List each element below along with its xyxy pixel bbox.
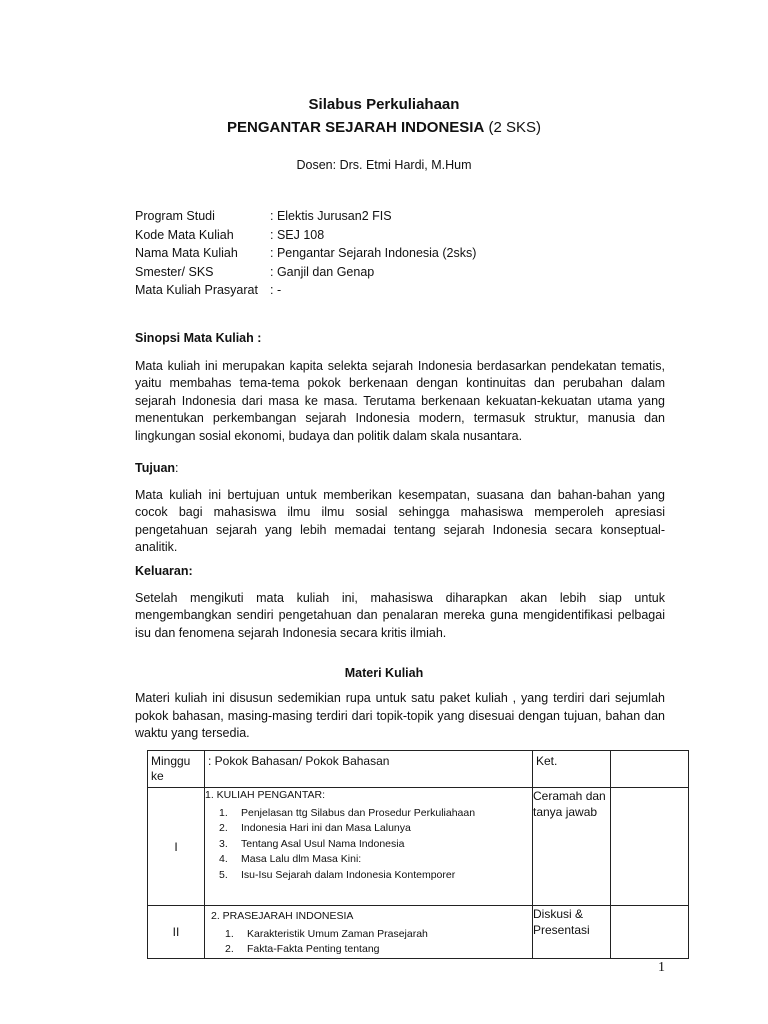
objective-text: Mata kuliah ini bertujuan untuk memberikan kesempatan, suasana dan bahan-bahan yang cocok bagi mahasiswa ilmu ilmu sosial sehingga mahasiswa memperoleh apresiasi pengetahuan sejarah yang lebih memadai tentang sejarah Indonesia secara konseptual-analitik. [135, 487, 665, 554]
objective-heading: Tujuan [135, 461, 176, 475]
list-item: 4. Masa Lalu dlm Masa Kini: [219, 853, 362, 865]
synopsis-heading: Sinopsi Mata Kuliah : [135, 331, 262, 345]
empty-cell [611, 906, 689, 959]
synopsis-text: Mata kuliah ini merupakan kapita selekta sejarah Indonesia berdasarkan pendekatan tematis, yaitu membahas tema-tema pokok berkenaan dengan kontinuitas dan perubahan dalam sejarah Indonesia dari masa ke masa. Terutama berkenaan kekuatan-kekuatan utama yang menentukan perkembangan sejarah Indonesia modern, termasuk struktur, manusia dan lingkungan sosial ekonomi, budaya dan politik dalam skala nusantara. [135, 358, 665, 443]
info-value: : SEJ 108 [270, 227, 325, 242]
table-header-row [148, 751, 689, 788]
objective-heading-line [135, 460, 665, 478]
table-row [148, 906, 689, 959]
page-number: 1 [658, 960, 665, 975]
notes-cell: Ceramah dan tanya jawab [533, 788, 611, 906]
list-item: 1. Penjelasan ttg Silabus dan Prosedur Perkuliahaan [219, 806, 476, 819]
topic-cell [205, 906, 533, 959]
info-value: : - [270, 283, 282, 297]
outcome-section [135, 563, 665, 642]
course-info-row [135, 283, 476, 302]
outcome-heading: Keluaran: [135, 564, 193, 578]
info-label: Mata Kuliah Prasyarat [135, 283, 258, 297]
materials-heading: Materi Kuliah [344, 666, 424, 680]
course-info [135, 209, 476, 302]
week-cell: II [148, 906, 205, 959]
week-cell: I [148, 788, 205, 906]
notes-cell: Diskusi & Presentasi [533, 906, 611, 959]
course-info-row [135, 265, 476, 284]
topic-list [211, 927, 532, 958]
info-label: Kode Mata Kuliah [135, 227, 234, 242]
document-title: Silabus Perkuliahaan [308, 96, 460, 113]
course-info-row [135, 209, 476, 228]
info-value: : Ganjil dan Genap [270, 264, 375, 279]
topic-cell [205, 788, 533, 906]
course-credits: (2 SKS) [488, 119, 541, 136]
header-notes: Ket. [533, 751, 611, 788]
list-item: 2. Indonesia Hari ini dan Masa Lalunya [219, 822, 411, 834]
course-info-row [135, 228, 476, 247]
info-label: Nama Mata Kuliah [135, 246, 238, 260]
outcome-text: Setelah mengikuti mata kuliah ini, mahasiswa diharapkan akan lebih siap untuk mengembangkan sendiri pengetahuan dan penalaran mereka guna mengidentifikasi pelbagai isu dan fenomena sejarah Indonesia secara kritis ilmiah. [135, 590, 665, 640]
table-row [148, 788, 689, 906]
synopsis-section [135, 330, 665, 445]
info-value: : Pengantar Sejarah Indonesia (2sks) [270, 246, 477, 260]
topic-list [205, 806, 532, 884]
lecturer: Dosen: Drs. Etmi Hardi, M.Hum [296, 158, 472, 172]
course-info-row [135, 246, 476, 265]
header-topic: : Pokok Bahasan/ Pokok Bahasan [205, 751, 533, 788]
course-title [0, 119, 768, 136]
materials-text: Materi kuliah ini disusun sedemikian rupa untuk satu paket kuliah , yang terdiri dari sejumlah pokok bahasan, masing-masing terdiri dari topik-topik yang disesuai dengan tujuan, bahan dan waktu yang tersedia. [135, 691, 665, 740]
list-item: 3. Tentang Asal Usul Nama Indonesia [219, 837, 405, 850]
topic-title: 2. PRASEJARAH INDONESIA [211, 910, 354, 922]
header-week: Minggu ke [148, 751, 205, 788]
info-label: Program Studi [135, 209, 215, 223]
objective-colon: : [175, 461, 179, 475]
syllabus-table [147, 750, 689, 959]
empty-cell [611, 788, 689, 906]
objective-section [135, 460, 665, 557]
topic-title: 1. KULIAH PENGANTAR: [205, 789, 326, 801]
info-label: Smester/ SKS [135, 264, 214, 279]
list-item: 2. Fakta-Fakta Penting tentang [225, 943, 380, 955]
list-item: 5. Isu-Isu Sejarah dalam Indonesia Kontemporer [219, 868, 456, 881]
info-value: : Elektis Jurusan2 FIS [270, 209, 392, 223]
header-empty [611, 751, 689, 788]
course-name: PENGANTAR SEJARAH INDONESIA [227, 119, 485, 136]
list-item: 1. Karakteristik Umum Zaman Prasejarah [225, 927, 428, 940]
